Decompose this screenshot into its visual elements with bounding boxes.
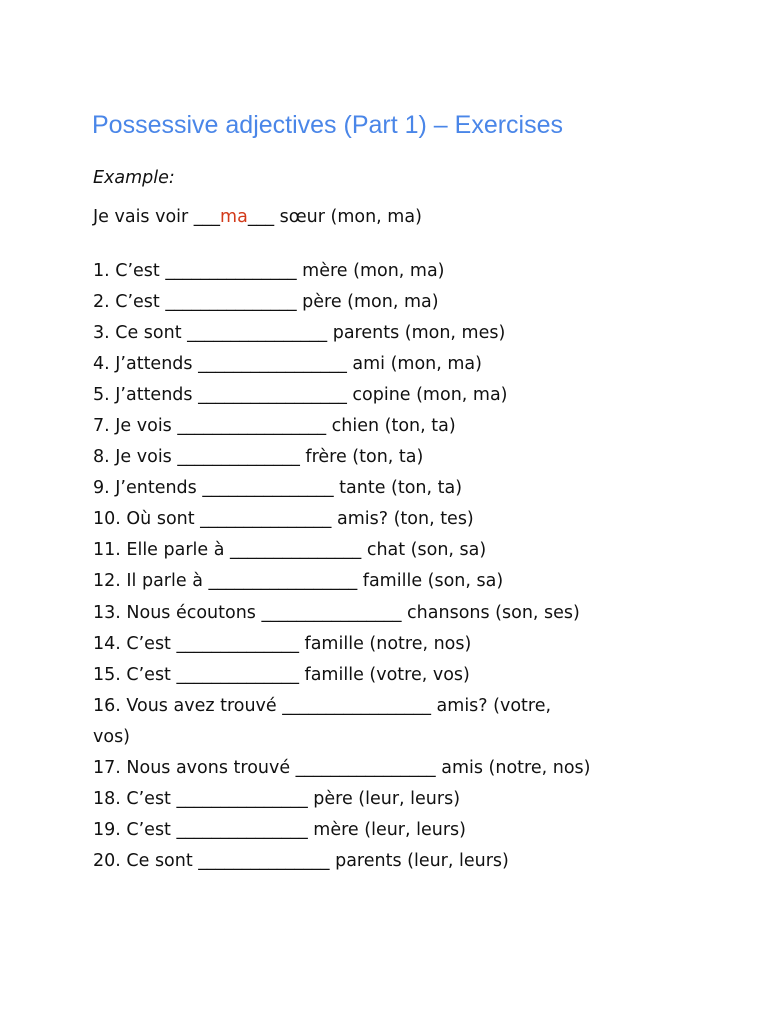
exercise-item: 14. C’est ______________ famille (notre, nos): [93, 633, 472, 654]
example-sentence: [93, 207, 422, 227]
exercise-item: 16. Vous avez trouvé _________________ amis? (votre,: [93, 695, 552, 716]
exercise-item: 15. C’est ______________ famille (votre, vos): [93, 664, 470, 685]
exercise-item: 9. J’entends _______________ tante (ton, ta): [93, 478, 463, 499]
page-title: Possessive adjectives (Part 1) – Exercises: [92, 111, 564, 139]
exercise-item: 8. Je vois ______________ frère (ton, ta): [93, 447, 424, 468]
exercise-item: 11. Elle parle à _______________ chat (son, sa): [93, 540, 487, 561]
exercise-item: 10. Où sont _______________ amis? (ton, tes): [93, 509, 474, 530]
exercise-item: 5. J’attends _________________ copine (mon, ma): [93, 385, 508, 406]
exercise-item: 7. Je vois _________________ chien (ton, ta): [93, 416, 456, 437]
example-text-before: Je vais voir ___: [93, 207, 221, 227]
exercise-list: [93, 258, 693, 879]
example-text-after: ___ sœur (mon, ma): [247, 207, 422, 227]
exercise-item: 1. C’est _______________ mère (mon, ma): [93, 261, 445, 281]
exercise-item: 13. Nous écoutons ________________ chansons (son, ses): [93, 602, 580, 623]
example-answer: ma: [220, 207, 248, 227]
exercise-item: 12. Il parle à _________________ famille (son, sa): [93, 571, 504, 592]
exercise-item: 17. Nous avons trouvé ________________ amis (notre, nos): [93, 757, 591, 778]
exercise-item: 20. Ce sont _______________ parents (leur, leurs): [93, 850, 509, 871]
example-label: Example:: [93, 168, 175, 188]
exercise-item: 3. Ce sont ________________ parents (mon, mes): [93, 323, 506, 344]
exercise-item-continuation: vos): [93, 726, 131, 747]
exercise-item: 4. J’attends _________________ ami (mon, ma): [93, 354, 482, 375]
exercise-item: 19. C’est _______________ mère (leur, leurs): [93, 819, 466, 840]
exercise-item: 18. C’est _______________ père (leur, leurs): [93, 788, 461, 809]
exercise-item: 2. C’est _______________ père (mon, ma): [93, 292, 439, 313]
